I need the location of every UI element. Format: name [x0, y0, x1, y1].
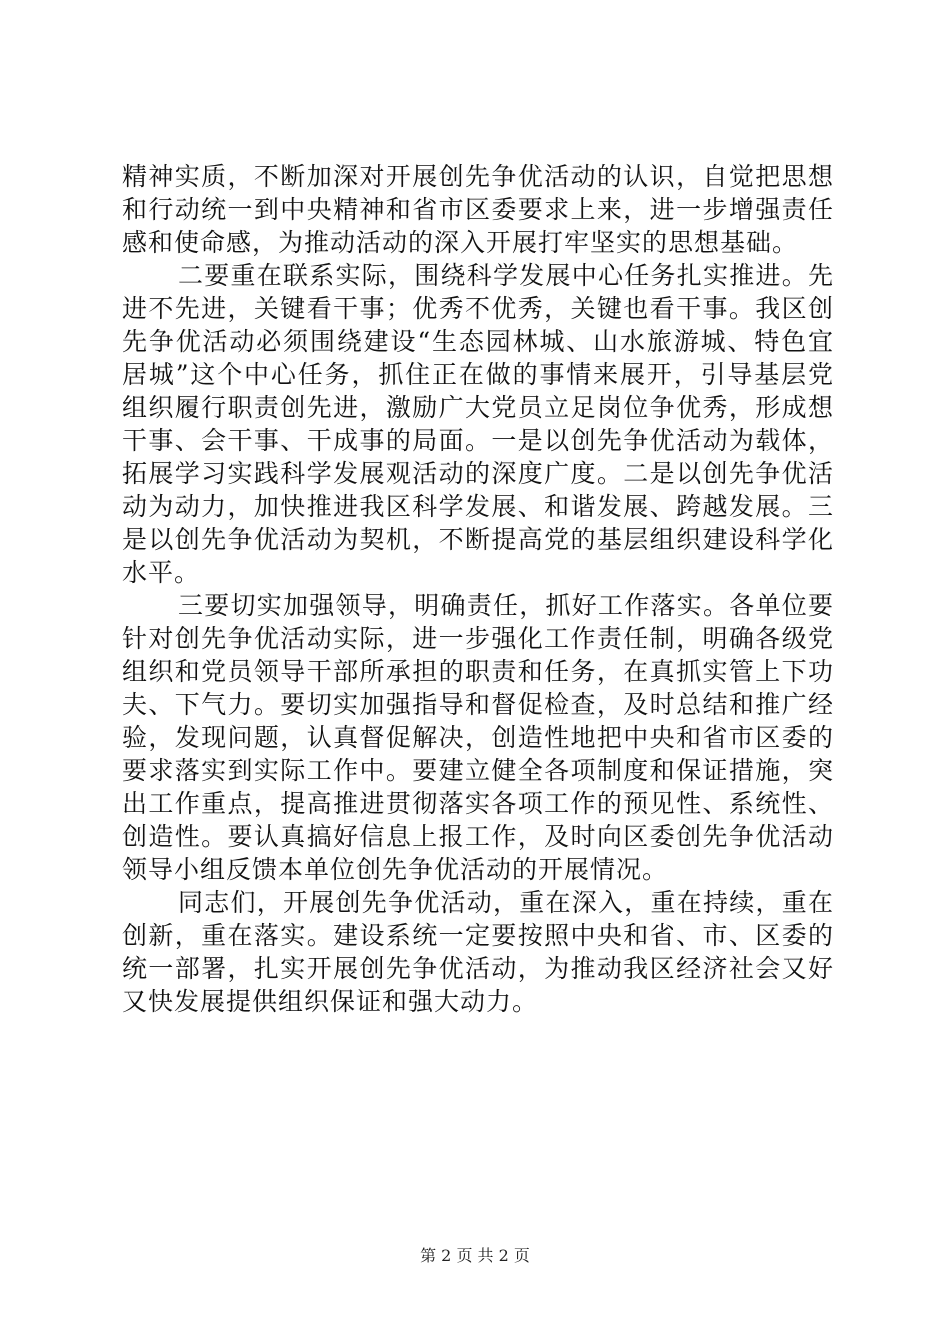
paragraph-1: 精神实质，不断加深对开展创先争优活动的认识，自觉把思想和行动统一到中央精神和省市区委要求上来，进一步增强责任感和使命感，为推动活动的深入开展打牢坚实的思想基础。: [122, 162, 834, 257]
paragraph-4: 同志们，开展创先争优活动，重在深入，重在持续，重在创新，重在落实。建设系统一定要按照中央和省、市、区委的统一部署，扎实开展创先争优活动，为推动我区经济社会又好又快发展提供组织保证和强大动力。: [122, 888, 834, 1016]
paragraph-2: 二要重在联系实际，围绕科学发展中心任务扎实推进。先进不先进，关键看干事；优秀不优秀，关键也看干事。我区创先争优活动必须围绕建设“生态园林城、山水旅游城、特色宜居城”这个中心任务，抓住正在做的事情来展开，引导基层党组织履行职责创先进，激励广大党员立足岗位争优秀，形成想干事、会干事、干成事的局面。一是以创先争优活动为载体，拓展学习实践科学发展观活动的深度广度。二是以创先争优活动为动力，加快推进我区科学发展、和谐发展、跨越发展。三是以创先争优活动为契机，不断提高党的基层组织建设科学化水平。: [122, 261, 834, 587]
document-body: [122, 160, 834, 1018]
page-number-label: 第 2 页 共 2 页: [420, 1246, 530, 1265]
paragraph-3: 三要切实加强领导，明确责任，抓好工作落实。各单位要针对创先争优活动实际，进一步强化工作责任制，明确各级党组织和党员领导干部所承担的职责和任务，在真抓实管上下功夫、下气力。要切实加强指导和督促检查，及时总结和推广经验，发现问题，认真督促解决，创造性地把中央和省市区委的要求落实到实际工作中。要建立健全各项制度和保证措施，突出工作重点，提高推进贯彻落实各项工作的预见性、系统性、创造性。要认真搞好信息上报工作，及时向区委创先争优活动领导小组反馈本单位创先争优活动的开展情况。: [122, 591, 834, 884]
page-footer: [0, 1245, 950, 1267]
